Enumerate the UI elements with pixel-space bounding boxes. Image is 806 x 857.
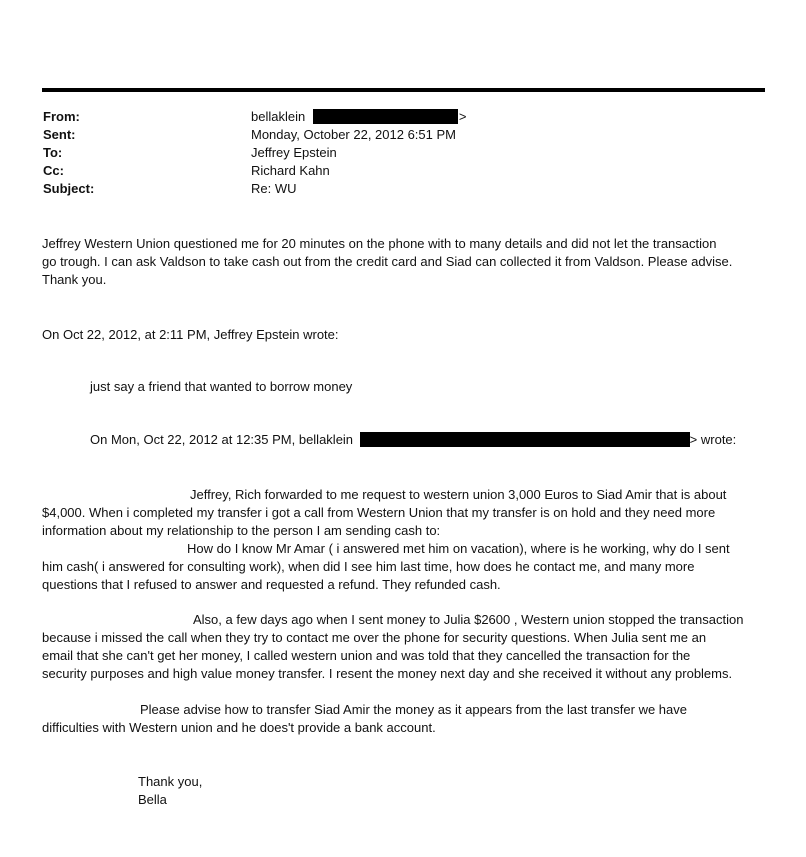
body-line: Jeffrey, Rich forwarded to me request to western union 3,000 Euros to Siad Amir that is about (190, 487, 727, 502)
from-name: bellaklein (251, 109, 306, 124)
body-line: questions that I refused to answer and requested a refund. They refunded cash. (42, 577, 501, 592)
sent-label: Sent: (43, 127, 76, 142)
quote-header-suffix: > wrote: (689, 432, 737, 447)
body-line: How do I know Mr Amar ( i answered met him on vacation), where is he working, why do I sent (187, 541, 730, 556)
redaction-block (360, 432, 690, 447)
cc-value: Richard Kahn (251, 163, 330, 178)
body-line: Thank you. (42, 272, 107, 287)
from-suffix: > (458, 109, 467, 124)
from-label: From: (43, 109, 80, 124)
subject-label: Subject: (43, 181, 95, 196)
body-line: $4,000. When i completed my transfer i got a call from Western Union that my transfer is on hold and they need more (42, 505, 716, 520)
quote-header (90, 431, 736, 449)
body-line: information about my relationship to the person I am sending cash to: (42, 523, 441, 538)
body-line: email that she can't get her money, I called western union and was told that they cancelled the transaction for the (42, 648, 691, 663)
subject-value: Re: WU (251, 181, 297, 196)
sent-value: Monday, October 22, 2012 6:51 PM (251, 127, 456, 142)
body-line: him cash( i answered for consulting work), when did I see him last time, how does he contact me, and many more (42, 559, 695, 574)
to-label: To: (43, 145, 63, 160)
body-line: because i missed the call when they try to contact me over the phone for security questions. When Julia sent me an (42, 630, 707, 645)
quote-header: On Oct 22, 2012, at 2:11 PM, Jeffrey Epstein wrote: (42, 327, 339, 342)
header-divider (42, 88, 765, 92)
to-value: Jeffrey Epstein (251, 145, 337, 160)
body-line: Please advise how to transfer Siad Amir the money as it appears from the last transfer we have (140, 702, 687, 717)
body-line: Jeffrey Western Union questioned me for 20 minutes on the phone with to many details and did not let the transaction (42, 236, 717, 251)
from-value (251, 108, 466, 126)
body-line: Also, a few days ago when I sent money to Julia $2600 , Western union stopped the transaction (193, 612, 744, 627)
body-line: go trough. I can ask Valdson to take cash out from the credit card and Siad can collected it from Valdson. Please advise. (42, 254, 733, 269)
body-line: security purposes and high value money transfer. I resent the money next day and she received it without any problems. (42, 666, 733, 681)
signoff-name: Bella (138, 792, 167, 807)
signoff-line: Thank you, (138, 774, 203, 789)
quote-header-prefix: On Mon, Oct 22, 2012 at 12:35 PM, bellaklein (90, 432, 354, 447)
body-line: difficulties with Western union and he does't provide a bank account. (42, 720, 436, 735)
redaction-block (313, 109, 458, 124)
quote-text: just say a friend that wanted to borrow money (90, 379, 353, 394)
cc-label: Cc: (43, 163, 64, 178)
